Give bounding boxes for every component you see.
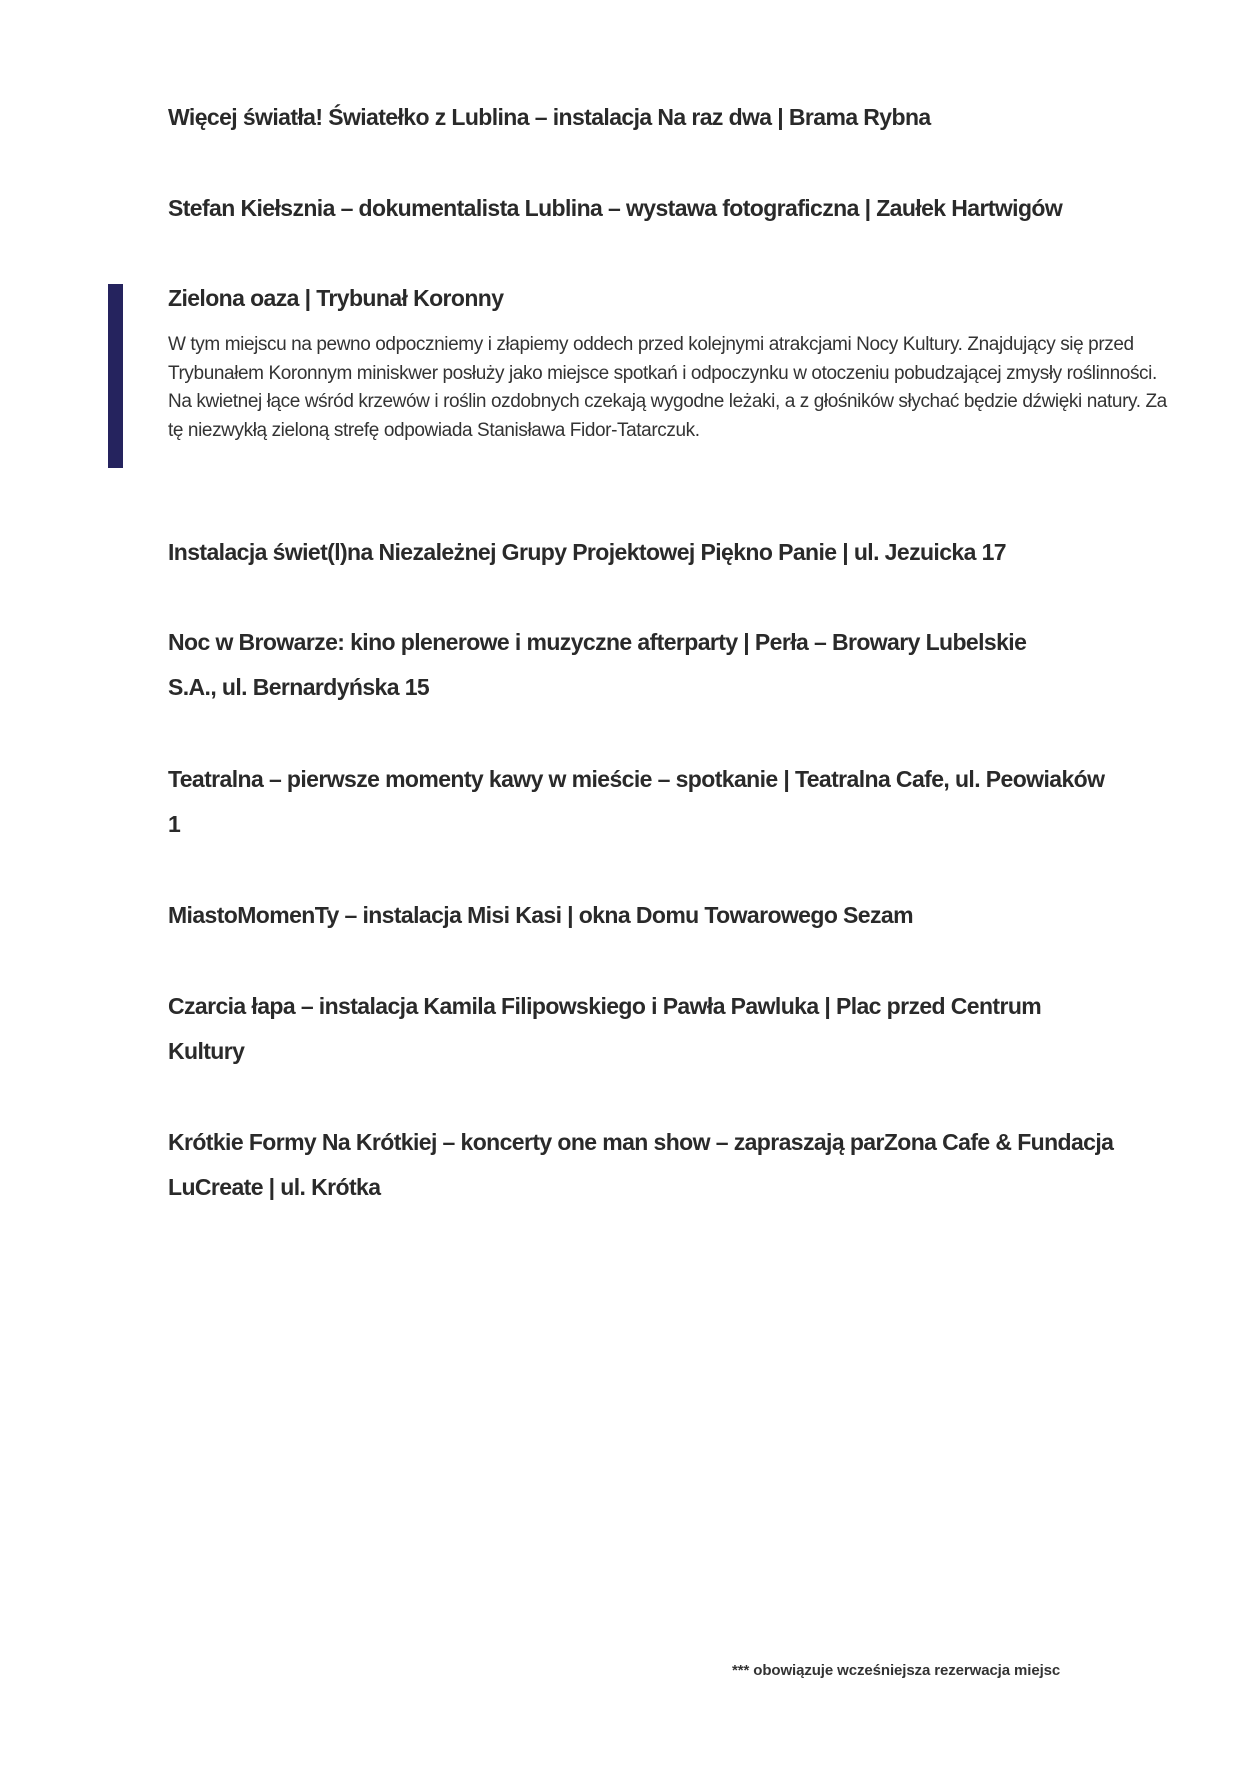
- event-title: Zielona oaza | Trybunał Koronny: [168, 285, 504, 311]
- highlight-bar: [108, 284, 123, 468]
- event-title: Stefan Kiełsznia – dokumentalista Lublina – wystawa fotograficzna | Zaułek Hartwigów: [168, 195, 1063, 221]
- event-description: W tym miejscu na pewno odpoczniemy i złapiemy oddech przed kolejnymi atrakcjami Nocy Kultury. Znajdujący się przed Trybunałem Koronnym miniskwer posłuży jako miejsce spotkań i odpoczynku w otoczeniu pobudzającej zmysły roślinności. Na kwietnej łące wśród krzewów i roślin ozdobnych czekają wygodne leżaki, a z głośników słychać będzie dźwięki natury. Za tę niezwykłą zieloną strefę odpowiada Stanisława Fidor-Tatarczuk.: [168, 334, 1167, 442]
- event-title: Noc w Browarze: kino plenerowe i muzyczne afterparty | Perła – Browary Lubelskie S.A., ul. Bernardyńska 15: [168, 629, 1027, 700]
- event-title: Czarcia łapa – instalacja Kamila Filipowskiego i Pawła Pawluka | Plac przed Centrum Kultury: [168, 993, 1042, 1064]
- event-title: Więcej światła! Światełko z Lublina – instalacja Na raz dwa | Brama Rybna: [168, 104, 931, 130]
- event-title: Teatralna – pierwsze momenty kawy w mieście – spotkanie | Teatralna Cafe, ul. Peowiaków 1: [168, 766, 1105, 837]
- event-title: Instalacja świet(l)na Niezależnej Grupy Projektowej Piękno Panie | ul. Jezuicka 17: [168, 539, 1006, 565]
- footnote: *** obowiązuje wcześniejsza rezerwacja miejsc: [732, 1662, 1061, 1679]
- event-title: MiastoMomenTy – instalacja Misi Kasi | okna Domu Towarowego Sezam: [168, 902, 913, 928]
- event-title: Krótkie Formy Na Krótkiej – koncerty one man show – zapraszają parZona Cafe & Fundacja LuCreate | ul. Krótka: [168, 1129, 1114, 1200]
